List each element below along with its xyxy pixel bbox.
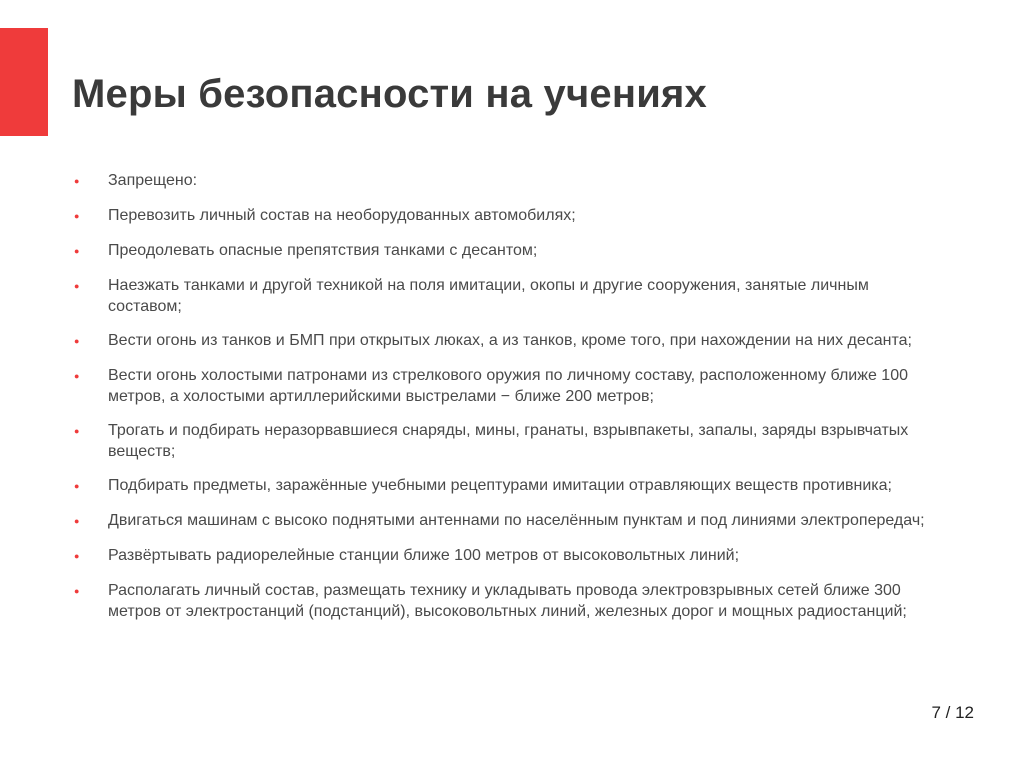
bullet-text: Вести огонь из танков и БМП при открытых люках, а из танков, кроме того, при нахождении на них десанта; [108,332,912,349]
bullet-text: Наезжать танками и другой техникой на поля имитации, окопы и другие сооружения, занятые личным составом; [108,277,869,315]
bullet-item [74,510,934,532]
bullet-item [74,365,934,407]
bullet-text: Вести огонь холостыми патронами из стрелкового оружия по личному составу, расположенному ближе 100 метров, а холостыми артиллерийскими выстрелами − ближе 200 метров; [108,367,908,405]
bullet-item [74,330,934,352]
bullet-item [74,170,934,192]
bullet-dot-icon: ● [74,246,80,256]
bullet-dot-icon: ● [74,551,80,561]
bullet-item [74,240,934,262]
bullet-list [74,170,934,635]
bullet-item [74,275,934,317]
bullet-item [74,205,934,227]
bullet-item [74,475,934,497]
bullet-item [74,545,934,567]
page-number: 7 / 12 [931,703,974,722]
bullet-text: Преодолевать опасные препятствия танками с десантом; [108,242,538,259]
bullet-text: Подбирать предметы, заражённые учебными рецептурами имитации отравляющих веществ противника; [108,477,892,494]
bullet-dot-icon: ● [74,371,80,381]
bullet-dot-icon: ● [74,516,80,526]
bullet-text: Двигаться машинам с высоко поднятыми антеннами по населённым пунктам и под линиями электропередач; [108,512,925,529]
slide-title: Меры безопасности на учениях [72,72,707,116]
bullet-text: Развёртывать радиорелейные станции ближе 100 метров от высоковольтных линий; [108,547,740,564]
bullet-text: Запрещено: [108,172,198,189]
bullet-dot-icon: ● [74,336,80,346]
bullet-dot-icon: ● [74,176,80,186]
bullet-dot-icon: ● [74,281,80,291]
bullet-item [74,420,934,462]
bullet-text: Располагать личный состав, размещать технику и укладывать провода электровзрывных сетей ближе 300 метров от электростанций (подстанций), высоковольтных линий, железных дорог и мощных радиостанций; [108,582,907,620]
accent-bar [0,28,48,136]
bullet-dot-icon: ● [74,211,80,221]
bullet-dot-icon: ● [74,481,80,491]
bullet-text: Трогать и подбирать неразорвавшиеся снаряды, мины, гранаты, взрывпакеты, запалы, заряды взрывчатых веществ; [108,422,909,460]
bullet-dot-icon: ● [74,586,80,596]
bullet-item [74,580,934,622]
bullet-text: Перевозить личный состав на необорудованных автомобилях; [108,207,576,224]
bullet-dot-icon: ● [74,426,80,436]
